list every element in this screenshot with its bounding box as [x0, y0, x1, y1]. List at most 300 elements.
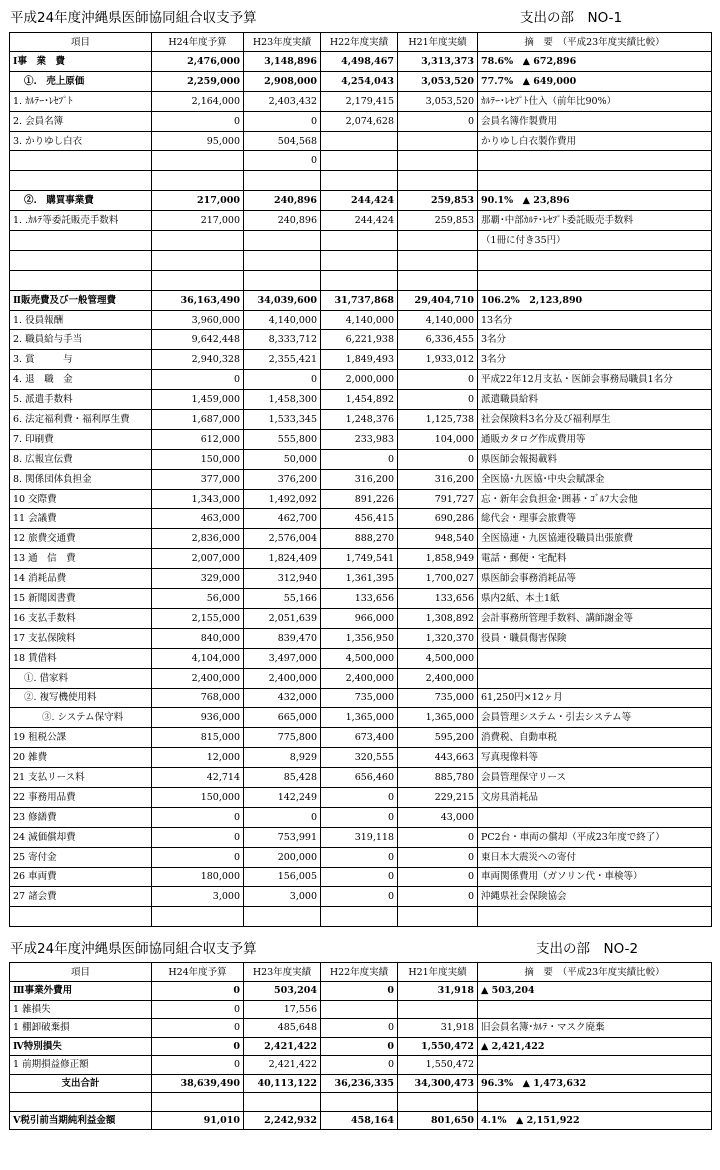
row-note: 東日本大震災への寄付	[478, 847, 712, 867]
table-row	[10, 1093, 712, 1112]
column-header: 項目	[10, 33, 152, 52]
row-label: ②. 複写機使用料	[10, 688, 152, 708]
amount-cell: 456,415	[321, 509, 398, 529]
amount-cell	[321, 270, 398, 290]
amount-cell: 319,118	[321, 827, 398, 847]
amount-cell: 612,000	[152, 429, 244, 449]
row-note: PC2台・車両の償却（平成23年度で終了）	[478, 827, 712, 847]
amount-cell: 3,053,520	[398, 91, 478, 111]
amount-cell: 150,000	[152, 449, 244, 469]
amount-cell: 2,400,000	[321, 668, 398, 688]
amount-cell: 753,991	[244, 827, 321, 847]
row-note	[478, 1056, 712, 1075]
row-label: 4. 退 職 金	[10, 370, 152, 390]
row-note	[478, 151, 712, 171]
amount-cell: 8,929	[244, 748, 321, 768]
amount-cell: 595,200	[398, 728, 478, 748]
amount-cell	[152, 270, 244, 290]
amount-cell: 0	[152, 1037, 244, 1056]
amount-cell: 0	[398, 827, 478, 847]
amount-cell: 2,155,000	[152, 608, 244, 628]
row-note: 旧会員名簿･ｶﾙﾃ・マスク廃棄	[478, 1019, 712, 1038]
amount-cell: 1,248,376	[321, 410, 398, 430]
amount-cell	[152, 907, 244, 927]
table-row	[10, 867, 712, 887]
amount-cell: 36,163,490	[152, 290, 244, 310]
table-row	[10, 1074, 712, 1093]
amount-cell: 0	[244, 111, 321, 131]
page2-title: 平成24年度沖縄県医師協同組合収支予算	[10, 941, 257, 957]
amount-cell: 133,656	[398, 589, 478, 609]
amount-cell: 4,140,000	[321, 310, 398, 330]
amount-cell: 0	[321, 1056, 398, 1075]
table-row	[10, 787, 712, 807]
amount-cell: 1,125,738	[398, 410, 478, 430]
amount-cell: 240,896	[244, 191, 321, 211]
row-note	[478, 250, 712, 270]
page2-header	[10, 933, 710, 957]
amount-cell	[244, 270, 321, 290]
amount-cell: 34,300,473	[398, 1074, 478, 1093]
row-label: 10 交際費	[10, 489, 152, 509]
amount-cell	[152, 1093, 244, 1112]
column-header: 摘 要 （平成23年度実績比較）	[478, 963, 712, 982]
row-note: 会計事務所管理手数料、講師謝金等	[478, 608, 712, 628]
amount-cell: 1,533,345	[244, 410, 321, 430]
table-row	[10, 688, 712, 708]
row-note	[478, 648, 712, 668]
table-row	[10, 469, 712, 489]
amount-cell: 244,424	[321, 191, 398, 211]
row-note: ｶﾙﾃｰ･ﾚｾﾌﾟﾄ仕入（前年比90%）	[478, 91, 712, 111]
amount-cell	[398, 131, 478, 151]
amount-cell: 1,824,409	[244, 549, 321, 569]
row-note: 全医協･九医協･中央会賦課金	[478, 469, 712, 489]
amount-cell: 259,853	[398, 211, 478, 231]
amount-cell: 85,428	[244, 768, 321, 788]
row-note: 78.6% ▲ 672,896	[478, 52, 712, 72]
table-row	[10, 748, 712, 768]
row-label: 8. 広報宣伝費	[10, 449, 152, 469]
amount-cell	[321, 131, 398, 151]
amount-cell: 735,000	[321, 688, 398, 708]
table-row	[10, 569, 712, 589]
row-label: ①. 借家料	[10, 668, 152, 688]
amount-cell: 229,215	[398, 787, 478, 807]
column-header: H24年度予算	[152, 33, 244, 52]
amount-cell: 2,476,000	[152, 52, 244, 72]
table-row	[10, 410, 712, 430]
row-note: 全医協連・九医協連役職員出張旅費	[478, 529, 712, 549]
row-note: 96.3% ▲ 1,473,632	[478, 1074, 712, 1093]
table-row	[10, 827, 712, 847]
row-note: 61,250円×12ヶ月	[478, 688, 712, 708]
amount-cell: 31,737,868	[321, 290, 398, 310]
row-label	[10, 151, 152, 171]
row-note: 電話・郵便・宅配料	[478, 549, 712, 569]
amount-cell: 233,983	[321, 429, 398, 449]
row-label: 13 通 信 費	[10, 549, 152, 569]
amount-cell: 2,836,000	[152, 529, 244, 549]
amount-cell: 443,663	[398, 748, 478, 768]
amount-cell: 3,148,896	[244, 52, 321, 72]
row-label: 支出合計	[10, 1074, 152, 1093]
table-row	[10, 91, 712, 111]
amount-cell	[321, 1000, 398, 1019]
amount-cell: 0	[244, 151, 321, 171]
amount-cell: 55,166	[244, 589, 321, 609]
amount-cell: 936,000	[152, 708, 244, 728]
table-row	[10, 589, 712, 609]
page1-section-label: 支出の部 NO-1	[520, 10, 623, 26]
row-note: 派遣職員給料	[478, 390, 712, 410]
amount-cell: 2,164,000	[152, 91, 244, 111]
amount-cell: 768,000	[152, 688, 244, 708]
amount-cell: 2,400,000	[398, 668, 478, 688]
amount-cell: 775,800	[244, 728, 321, 748]
amount-cell: 2,074,628	[321, 111, 398, 131]
row-label	[10, 270, 152, 290]
row-note	[478, 907, 712, 927]
row-note: 会員管理保守リース	[478, 768, 712, 788]
amount-cell: 0	[152, 111, 244, 131]
row-label: 23 修繕費	[10, 807, 152, 827]
row-label: 2. 職員給与手当	[10, 330, 152, 350]
row-label: 11 会議費	[10, 509, 152, 529]
table-row	[10, 191, 712, 211]
table-row	[10, 768, 712, 788]
amount-cell: 0	[398, 111, 478, 131]
row-note: 消費税、自動車税	[478, 728, 712, 748]
table-row	[10, 1111, 712, 1130]
amount-cell: 2,000,000	[321, 370, 398, 390]
row-note	[478, 1000, 712, 1019]
row-label	[10, 250, 152, 270]
column-header: 項目	[10, 963, 152, 982]
expense-table-page1	[9, 32, 712, 927]
row-note: 県内2紙、本土1紙	[478, 589, 712, 609]
page1-title: 平成24年度沖縄県医師協同組合収支予算	[10, 10, 257, 26]
amount-cell: 4,500,000	[398, 648, 478, 668]
amount-cell	[398, 270, 478, 290]
row-note	[478, 171, 712, 191]
table-row	[10, 52, 712, 72]
amount-cell	[152, 231, 244, 251]
amount-cell: 815,000	[152, 728, 244, 748]
table-row	[10, 708, 712, 728]
amount-cell: 690,286	[398, 509, 478, 529]
amount-cell: 6,336,455	[398, 330, 478, 350]
amount-cell: 1,343,000	[152, 489, 244, 509]
amount-cell	[398, 151, 478, 171]
column-header: H22年度実績	[321, 33, 398, 52]
row-note: 会員管理システム・引去システム等	[478, 708, 712, 728]
amount-cell	[398, 1000, 478, 1019]
row-note: ▲ 2,421,422	[478, 1037, 712, 1056]
amount-cell: 4,140,000	[244, 310, 321, 330]
table-row	[10, 370, 712, 390]
amount-cell: 3,313,373	[398, 52, 478, 72]
amount-cell: 1,365,000	[321, 708, 398, 728]
row-note: 13名分	[478, 310, 712, 330]
row-note: 役員・職員傷害保険	[478, 628, 712, 648]
row-note: 通販カタログ作成費用等	[478, 429, 712, 449]
row-note: 社会保険料3名分及び福利厚生	[478, 410, 712, 430]
table-row	[10, 250, 712, 270]
row-label: 2. 会員名簿	[10, 111, 152, 131]
row-label: 27 諸会費	[10, 887, 152, 907]
amount-cell: 0	[321, 887, 398, 907]
row-label	[10, 171, 152, 191]
row-note: 沖縄県社会保険協会	[478, 887, 712, 907]
amount-cell: 244,424	[321, 211, 398, 231]
amount-cell: 0	[398, 847, 478, 867]
amount-cell: 4,500,000	[321, 648, 398, 668]
amount-cell: 0	[152, 827, 244, 847]
amount-cell: 31,918	[398, 982, 478, 1001]
table-row	[10, 171, 712, 191]
amount-cell: 4,498,467	[321, 52, 398, 72]
amount-cell: 2,355,421	[244, 350, 321, 370]
row-label: Ⅱ販売費及び一般管理費	[10, 290, 152, 310]
amount-cell: 180,000	[152, 867, 244, 887]
amount-cell: 50,000	[244, 449, 321, 469]
table-row	[10, 847, 712, 867]
amount-cell	[321, 231, 398, 251]
amount-cell: 888,270	[321, 529, 398, 549]
amount-cell: 17,556	[244, 1000, 321, 1019]
table-row	[10, 350, 712, 370]
table-row	[10, 509, 712, 529]
row-label: 17 支払保険料	[10, 628, 152, 648]
amount-cell: 0	[321, 982, 398, 1001]
row-note: かりゆし白衣製作費用	[478, 131, 712, 151]
amount-cell	[398, 171, 478, 191]
row-label: 1. 役員報酬	[10, 310, 152, 330]
table-row	[10, 982, 712, 1001]
table-row	[10, 529, 712, 549]
column-header: H23年度実績	[244, 963, 321, 982]
amount-cell: 2,403,432	[244, 91, 321, 111]
amount-cell: 3,497,000	[244, 648, 321, 668]
amount-cell: 3,053,520	[398, 71, 478, 91]
amount-cell: 1,933,012	[398, 350, 478, 370]
amount-cell: 1,459,000	[152, 390, 244, 410]
amount-cell: 1,687,000	[152, 410, 244, 430]
row-label: 3. かりゆし白衣	[10, 131, 152, 151]
amount-cell: 312,940	[244, 569, 321, 589]
row-label: 14 消耗品費	[10, 569, 152, 589]
amount-cell: 0	[152, 982, 244, 1001]
row-note: 106.2% 2,123,890	[478, 290, 712, 310]
row-note	[478, 270, 712, 290]
amount-cell: 0	[244, 807, 321, 827]
amount-cell: 95,000	[152, 131, 244, 151]
table-row	[10, 1000, 712, 1019]
amount-cell: 12,000	[152, 748, 244, 768]
row-note: 写真現像料等	[478, 748, 712, 768]
row-label: 19 租税公課	[10, 728, 152, 748]
amount-cell: 0	[398, 867, 478, 887]
amount-cell: 200,000	[244, 847, 321, 867]
amount-cell: 133,656	[321, 589, 398, 609]
amount-cell: 665,000	[244, 708, 321, 728]
table-row	[10, 807, 712, 827]
table-row	[10, 211, 712, 231]
amount-cell: 2,421,422	[244, 1056, 321, 1075]
row-label: 8. 関係団体負担金	[10, 469, 152, 489]
row-note: 90.1% ▲ 23,896	[478, 191, 712, 211]
amount-cell: 0	[152, 847, 244, 867]
row-label: 20 雑費	[10, 748, 152, 768]
amount-cell: 0	[152, 807, 244, 827]
table-row	[10, 310, 712, 330]
row-label: 24 減価償却費	[10, 827, 152, 847]
amount-cell: 2,051,639	[244, 608, 321, 628]
amount-cell: 0	[244, 370, 321, 390]
row-note: 4.1% ▲ 2,151,922	[478, 1111, 712, 1130]
amount-cell: 0	[398, 449, 478, 469]
row-note: （1冊に付き35円）	[478, 231, 712, 251]
amount-cell: 329,000	[152, 569, 244, 589]
amount-cell: 656,460	[321, 768, 398, 788]
row-note: 総代会・理事会旅費等	[478, 509, 712, 529]
row-note	[478, 807, 712, 827]
amount-cell: 156,005	[244, 867, 321, 887]
amount-cell: 259,853	[398, 191, 478, 211]
amount-cell: 0	[321, 867, 398, 887]
amount-cell: 31,918	[398, 1019, 478, 1038]
row-label: 1. .ｶﾙﾃ等委託販売手数料	[10, 211, 152, 231]
table-row	[10, 489, 712, 509]
amount-cell: 2,400,000	[244, 668, 321, 688]
row-note: 3名分	[478, 330, 712, 350]
row-label: Ⅴ税引前当期純利益金額	[10, 1111, 152, 1130]
table-row	[10, 887, 712, 907]
table-row	[10, 668, 712, 688]
amount-cell: 1,365,000	[398, 708, 478, 728]
amount-cell	[244, 231, 321, 251]
table-row	[10, 71, 712, 91]
amount-cell: 0	[152, 1000, 244, 1019]
amount-cell: 0	[321, 449, 398, 469]
table-header-row	[10, 33, 712, 52]
table-row	[10, 270, 712, 290]
table-row	[10, 728, 712, 748]
row-label: 22 事務用品費	[10, 787, 152, 807]
amount-cell: 0	[152, 1056, 244, 1075]
amount-cell: 1,361,395	[321, 569, 398, 589]
amount-cell	[152, 151, 244, 171]
amount-cell: 320,555	[321, 748, 398, 768]
table-row	[10, 608, 712, 628]
amount-cell: 43,000	[398, 807, 478, 827]
row-note: 那覇･中部ｶﾙﾃ･ﾚｾﾌﾟﾄ委託販売手数料	[478, 211, 712, 231]
table-row	[10, 628, 712, 648]
amount-cell	[321, 907, 398, 927]
amount-cell: 0	[152, 370, 244, 390]
amount-cell: 29,404,710	[398, 290, 478, 310]
column-header: H23年度実績	[244, 33, 321, 52]
row-label	[10, 1093, 152, 1112]
amount-cell: 4,254,043	[321, 71, 398, 91]
amount-cell	[321, 250, 398, 270]
row-note: ▲ 503,204	[478, 982, 712, 1001]
amount-cell: 0	[398, 390, 478, 410]
row-note: 77.7% ▲ 649,000	[478, 71, 712, 91]
row-label: 5. 派遣手数料	[10, 390, 152, 410]
row-label	[10, 907, 152, 927]
amount-cell: 376,200	[244, 469, 321, 489]
amount-cell: 316,200	[321, 469, 398, 489]
row-label: 16 支払手数料	[10, 608, 152, 628]
row-label: 26 車両費	[10, 867, 152, 887]
amount-cell: 34,039,600	[244, 290, 321, 310]
amount-cell: 217,000	[152, 191, 244, 211]
row-label: 12 旅費交通費	[10, 529, 152, 549]
amount-cell: 2,179,415	[321, 91, 398, 111]
amount-cell: 2,908,000	[244, 71, 321, 91]
amount-cell: 839,470	[244, 628, 321, 648]
row-label: 1. ｶﾙﾃｰ･ﾚｾﾌﾟﾄ	[10, 91, 152, 111]
table-row	[10, 1019, 712, 1038]
table-row	[10, 907, 712, 927]
amount-cell: 673,400	[321, 728, 398, 748]
amount-cell: 0	[321, 847, 398, 867]
row-note: 文房具消耗品	[478, 787, 712, 807]
amount-cell	[244, 250, 321, 270]
amount-cell: 1,356,950	[321, 628, 398, 648]
row-label: Ⅲ事業外費用	[10, 982, 152, 1001]
amount-cell: 555,800	[244, 429, 321, 449]
amount-cell: 6,221,938	[321, 330, 398, 350]
amount-cell: 432,000	[244, 688, 321, 708]
amount-cell: 3,000	[152, 887, 244, 907]
amount-cell: 0	[398, 370, 478, 390]
amount-cell	[244, 1093, 321, 1112]
amount-cell	[398, 1093, 478, 1112]
amount-cell: 503,204	[244, 982, 321, 1001]
amount-cell: 2,940,328	[152, 350, 244, 370]
amount-cell: 458,164	[321, 1111, 398, 1130]
amount-cell: 0	[321, 1037, 398, 1056]
table-row	[10, 111, 712, 131]
table-row	[10, 231, 712, 251]
row-label: 1 棚卸破棄損	[10, 1019, 152, 1038]
amount-cell: 791,727	[398, 489, 478, 509]
amount-cell: 56,000	[152, 589, 244, 609]
amount-cell: 150,000	[152, 787, 244, 807]
table-row	[10, 290, 712, 310]
amount-cell: 9,642,448	[152, 330, 244, 350]
table-row	[10, 151, 712, 171]
column-header: H21年度実績	[398, 33, 478, 52]
row-label: Ⅳ特別損失	[10, 1037, 152, 1056]
row-label: 1 前期損益修正額	[10, 1056, 152, 1075]
amount-cell: 40,113,122	[244, 1074, 321, 1093]
amount-cell: 1,700,027	[398, 569, 478, 589]
amount-cell: 801,650	[398, 1111, 478, 1130]
amount-cell: 504,568	[244, 131, 321, 151]
row-note: 会員名簿作製費用	[478, 111, 712, 131]
amount-cell	[321, 171, 398, 191]
amount-cell: 217,000	[152, 211, 244, 231]
table-row	[10, 549, 712, 569]
amount-cell: 4,104,000	[152, 648, 244, 668]
amount-cell	[398, 250, 478, 270]
amount-cell: 2,400,000	[152, 668, 244, 688]
amount-cell: 91,010	[152, 1111, 244, 1130]
